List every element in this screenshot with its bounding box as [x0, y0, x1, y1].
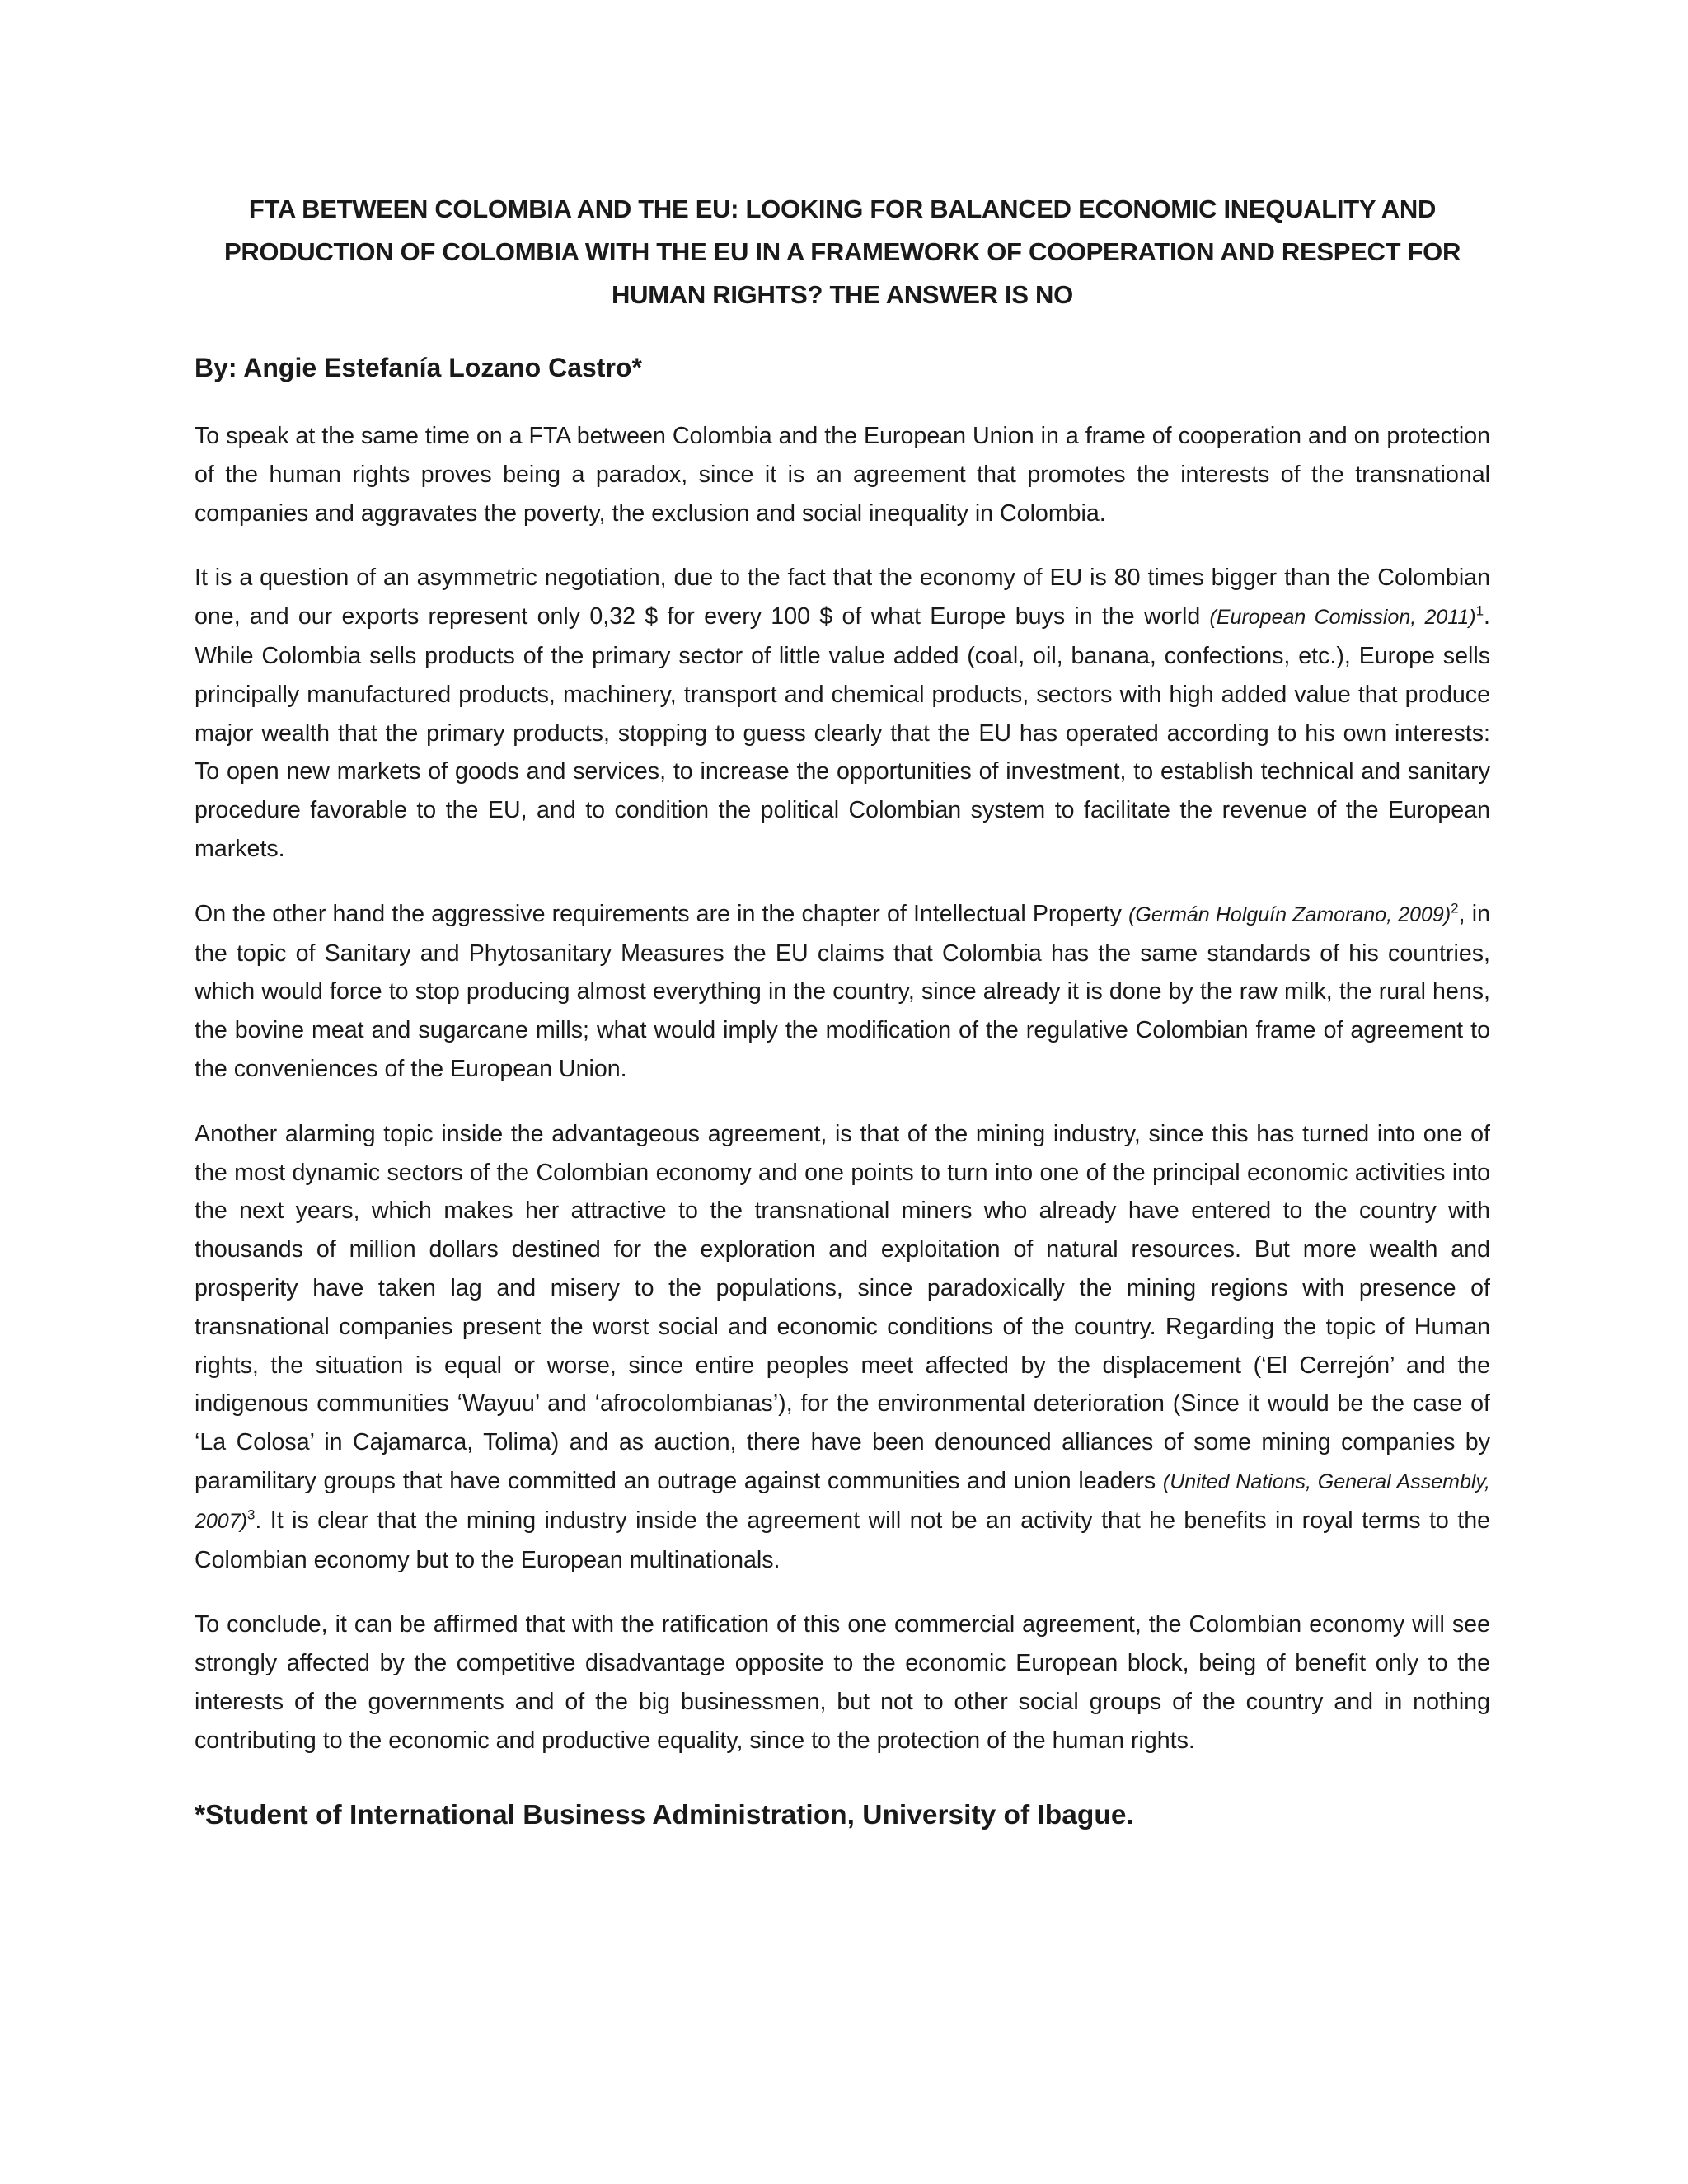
- paragraph-3: [195, 895, 1490, 1089]
- paragraph-4-text-b: . It is clear that the mining industry inside the agreement will not be an activity that he benefits in royal terms to the Colombian economy but to the European multinationals.: [195, 1507, 1490, 1573]
- citation-german-holguin: (Germán Holguín Zamorano, 2009): [1128, 902, 1451, 926]
- author-byline: By: Angie Estefanía Lozano Castro*: [195, 353, 642, 382]
- paragraph-1: To speak at the same time on a FTA between Colombia and the European Union in a frame of cooperation and on protection of the human rights proves being a paradox, since it is an agreement that promotes the interests of the transnational companies and aggravates the poverty, the exclusion and social inequality in Colombia.: [195, 423, 1490, 527]
- paragraph-2: [195, 559, 1490, 868]
- author-affiliation-note: *Student of International Business Administration, University of Ibague.: [195, 1799, 1134, 1830]
- paragraph-4-text-a: Another alarming topic inside the advantageous agreement, is that of the mining industry, since this has turned into one of the most dynamic sectors of the Colombian economy and one points to turn into one of the principal economic activities into the next years, which makes her attractive to the transnational miners who already have entered to the country with thousands of million dollars destined for the exploration and exploitation of natural resources. But more wealth and prosperity have taken lag and misery to the populations, since paradoxically the mining regions with presence of transnational companies present the worst social and economic conditions of the country. Regarding the topic of Human rights, the situation is equal or worse, since entire peoples meet affected by the displacement (‘El Cerrejón’ and the indigenous communities ‘Wayuu’ and ‘afrocolombianas’), for the environmental deterioration (Since it would be the case of ‘La Colosa’ in Cajamarca, Tolima) and as auction, there have been denounced alliances of some mining companies by paramilitary groups that have committed an outrage against communities and union leaders: [195, 1120, 1490, 1494]
- footnote-ref-1: 1: [1475, 602, 1484, 619]
- citation-united-nations: (United Nations, General Assembly, 2007): [195, 1469, 1490, 1533]
- paragraph-4: [195, 1115, 1490, 1580]
- paragraph-5: To conclude, it can be affirmed that with the ratification of this one commercial agreement, the Colombian economy will see strongly affected by the competitive disadvantage opposite to the economic European block, being of benefit only to the interests of the governments and of the big businessmen, but not to other social groups of the country and in nothing contributing to the economic and productive equality, since to the protection of the human rights.: [195, 1611, 1490, 1754]
- paragraph-3-text-a: On the other hand the aggressive requirements are in the chapter of Intellectual Property: [195, 900, 1129, 927]
- footnote-ref-2: 2: [1451, 900, 1459, 916]
- document-page: [195, 188, 1490, 1835]
- paragraph-2-text-a: It is a question of an asymmetric negotiation, due to the fact that the economy of EU is 80 times bigger than the Colombian one, and our exports represent only 0,32 $ for every 100 $ of what Europe buys in the world: [195, 565, 1490, 630]
- paragraph-2-text-b: . While Colombia sells products of the primary sector of little value added (coal, oil, banana, confections, etc.), Europe sells principally manufactured products, machinery, transport and chemical products, sectors with high added value that produce major wealth that the primary products, stopping to guess clearly that the EU has operated according to his own interests: To open new markets of goods and services, to increase the opportunities of investment, to establish technical and sanitary procedure favorable to the EU, and to condition the political Colombian system to facilitate the revenue of the European markets.: [195, 603, 1490, 862]
- footnote-ref-3: 3: [246, 1507, 256, 1523]
- document-title: FTA BETWEEN COLOMBIA AND THE EU: LOOKING FOR BALANCED ECONOMIC INEQUALITY AND PRODUCTION OF COLOMBIA WITH THE EU IN A FRAMEWORK OF COOPERATION AND RESPECT FOR HUMAN RIGHTS? THE ANSWER IS NO: [223, 194, 1461, 309]
- paragraph-3-text-b: , in the topic of Sanitary and Phytosanitary Measures the EU claims that Colombia has the same standards of his countries, which would force to stop producing almost everything in the country, since already it is done by the raw milk, the rural hens, the bovine meat and sugarcane mills; what would imply the modification of the regulative Colombian frame of agreement to the conveniences of the European Union.: [195, 900, 1490, 1082]
- citation-european-commission: (European Comission, 2011): [1209, 606, 1476, 630]
